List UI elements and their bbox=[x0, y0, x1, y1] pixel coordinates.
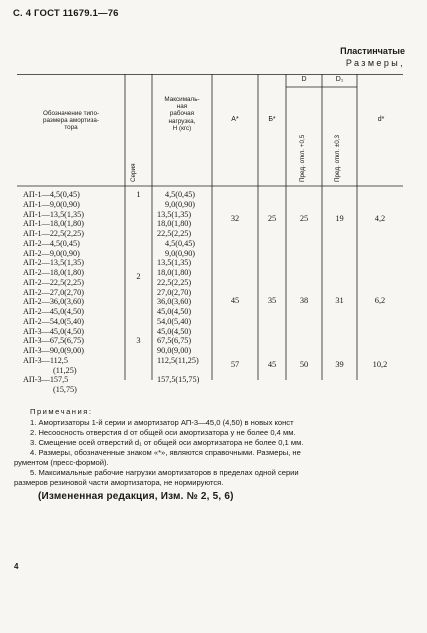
cell-max-load: 9,0(0,90) bbox=[165, 199, 196, 209]
cell-seria-series-1: 1 bbox=[136, 190, 141, 199]
table-row bbox=[17, 200, 403, 210]
table-row bbox=[17, 327, 403, 337]
cell-designation: АП-3—45,0(4,50) bbox=[23, 326, 84, 336]
header-small-d: d* bbox=[377, 116, 385, 123]
header-designation bbox=[19, 110, 123, 132]
table-caption-units: Размеры, bbox=[345, 58, 405, 68]
cell-designation: АП-2—22,5(2,25) bbox=[23, 277, 84, 287]
cell-designation: АП-3—112,5 bbox=[23, 355, 68, 365]
cell-max-load: 45,0(4,50) bbox=[157, 307, 192, 316]
table-row bbox=[17, 336, 403, 346]
header-d1-tolerance: Пред. откл. ±0,3 bbox=[334, 134, 341, 182]
cell-max-load: 18,0(1,80) bbox=[157, 219, 192, 229]
table-row bbox=[17, 375, 403, 385]
cell-d-series-3: 10,2 bbox=[372, 360, 388, 369]
header-a: A* bbox=[231, 116, 239, 123]
header-load-text: Максималь- ная рабочая нагрузка, Н (кгс) bbox=[164, 96, 200, 132]
cell-designation: АП-2—27,0(2,70) bbox=[23, 287, 84, 297]
cell-max-load: 13,5(1,35) bbox=[157, 258, 192, 268]
cell-d-series-2: 6,2 bbox=[374, 296, 386, 305]
cell-a-series-3: 57 bbox=[230, 360, 240, 369]
cell-max-load: 4,5(0,45) bbox=[165, 238, 196, 248]
dimensions-table bbox=[17, 74, 403, 394]
cell-designation: АП-2—18,0(1,80) bbox=[23, 268, 84, 277]
cell-designation: АП-1—4,5(0,45) bbox=[23, 190, 80, 199]
cell-designation: (11,25) bbox=[53, 365, 77, 375]
cell-designation: АП-3—67,5(6,75) bbox=[23, 336, 84, 346]
cell-d1-series-2: 31 bbox=[335, 296, 344, 305]
header-seria: Серия bbox=[130, 163, 137, 182]
table-row bbox=[17, 239, 403, 249]
cell-b-series-1: 25 bbox=[267, 214, 277, 223]
note-1: 1. Амортизаторы 1-й серии и амортизатор АП-3—45,0 (4,50) в новых конст bbox=[30, 418, 294, 427]
cell-designation: АП-2—13,5(1,35) bbox=[23, 258, 84, 268]
cell-designation: АП-1—18,0(1,80) bbox=[23, 219, 84, 229]
header-designation-text: Обозначение типо- размера амортиза- тора bbox=[42, 110, 100, 132]
amendment-note: (Измененная редакция, Изм. № 2, 5, 6) bbox=[38, 491, 234, 502]
cell-max-load: 18,0(1,80) bbox=[157, 268, 192, 277]
cell-designation: АП-1—13,5(1,35) bbox=[23, 209, 84, 219]
table-row bbox=[17, 229, 403, 239]
cell-max-load: 54,0(5,40) bbox=[157, 316, 192, 326]
header-load bbox=[154, 96, 210, 132]
header-d-tolerance: Пред. откл. +0,5 bbox=[299, 134, 306, 182]
running-title: С. 4 ГОСТ 11679.1—76 bbox=[13, 8, 119, 19]
cell-designation: АП-2—9,0(0,90) bbox=[23, 248, 80, 258]
cell-max-load: 36,0(3,60) bbox=[157, 297, 192, 307]
cell-d-series-2: 38 bbox=[299, 296, 309, 305]
cell-designation: АП-2—45,0(4,50) bbox=[23, 307, 84, 316]
cell-designation: АП-3—157,5 bbox=[23, 375, 69, 385]
cell-max-load: 90,0(9,00) bbox=[157, 346, 192, 355]
cell-designation: АП-2—4,5(0,45) bbox=[23, 238, 80, 248]
table-row bbox=[17, 385, 403, 395]
table-row bbox=[17, 278, 403, 288]
header-b: Б* bbox=[268, 116, 276, 123]
cell-designation: АП-1—9,0(0,90) bbox=[23, 199, 80, 209]
cell-max-load: 22,5(2,25) bbox=[157, 229, 192, 238]
cell-b-series-2: 35 bbox=[267, 296, 277, 305]
table-row bbox=[17, 268, 403, 278]
table-row bbox=[17, 317, 403, 327]
cell-seria-series-2: 2 bbox=[136, 272, 141, 281]
cell-max-load: 27,0(2,70) bbox=[157, 287, 192, 297]
page-number: 4 bbox=[14, 562, 19, 571]
header-d1: D₁ bbox=[335, 76, 344, 83]
table-row bbox=[17, 258, 403, 268]
cell-designation: АП-3—90,0(9,00) bbox=[23, 346, 84, 355]
cell-max-load: 9,0(0,90) bbox=[165, 248, 196, 258]
table-row bbox=[17, 249, 403, 259]
cell-max-load: 22,5(2,25) bbox=[157, 277, 192, 287]
cell-max-load: 45,0(4,50) bbox=[157, 326, 192, 336]
note-5-continued: размеров резиновой части амортизатора, не нормируются. bbox=[14, 478, 224, 487]
note-5: 5. Максимальные рабочие нагрузки амортизаторов в пределах одной серии bbox=[30, 468, 299, 477]
cell-d-series-3: 50 bbox=[299, 360, 309, 369]
cell-designation: АП-2—36,0(3,60) bbox=[23, 297, 84, 307]
note-2: 2. Несоосность отверстия d от общей оси амортизатора у не более 0,4 мм. bbox=[30, 428, 296, 437]
cell-designation: АП-1—22,5(2,25) bbox=[23, 229, 84, 238]
table-caption-type: Пластинчатые bbox=[340, 46, 405, 56]
cell-d-series-1: 25 bbox=[299, 214, 309, 223]
note-4: 4. Размеры, обозначенные знаком «*», являются справочными. Размеры, не bbox=[30, 448, 301, 457]
cell-a-series-2: 45 bbox=[230, 296, 240, 305]
cell-max-load: 13,5(1,35) bbox=[157, 209, 192, 219]
table-row bbox=[17, 307, 403, 317]
notes bbox=[14, 407, 410, 488]
table-row bbox=[17, 346, 403, 356]
notes-heading: Примечания: bbox=[30, 407, 93, 416]
cell-seria-series-3: 3 bbox=[136, 336, 141, 345]
cell-max-load: 67,5(6,75) bbox=[157, 336, 192, 346]
note-4-continued: рументом (пресс-формой). bbox=[14, 458, 109, 467]
cell-max-load: 112,5(11,25) bbox=[157, 355, 199, 365]
header-d: D bbox=[301, 76, 307, 83]
cell-d1-series-3: 39 bbox=[335, 360, 344, 369]
cell-d1-series-1: 19 bbox=[335, 214, 344, 223]
cell-designation: (15,75) bbox=[53, 385, 77, 394]
cell-d-series-1: 4,2 bbox=[374, 214, 386, 223]
cell-designation: АП-2—54,0(5,40) bbox=[23, 316, 84, 326]
cell-a-series-1: 32 bbox=[230, 214, 240, 223]
cell-b-series-3: 45 bbox=[267, 360, 277, 369]
note-3: 3. Смещение осей отверстий d₁ от общей оси амортизатора не более 0,1 мм. bbox=[30, 438, 304, 447]
table-row bbox=[17, 190, 403, 200]
cell-max-load: 4,5(0,45) bbox=[165, 190, 196, 199]
cell-max-load: 157,5(15,75) bbox=[157, 375, 200, 385]
